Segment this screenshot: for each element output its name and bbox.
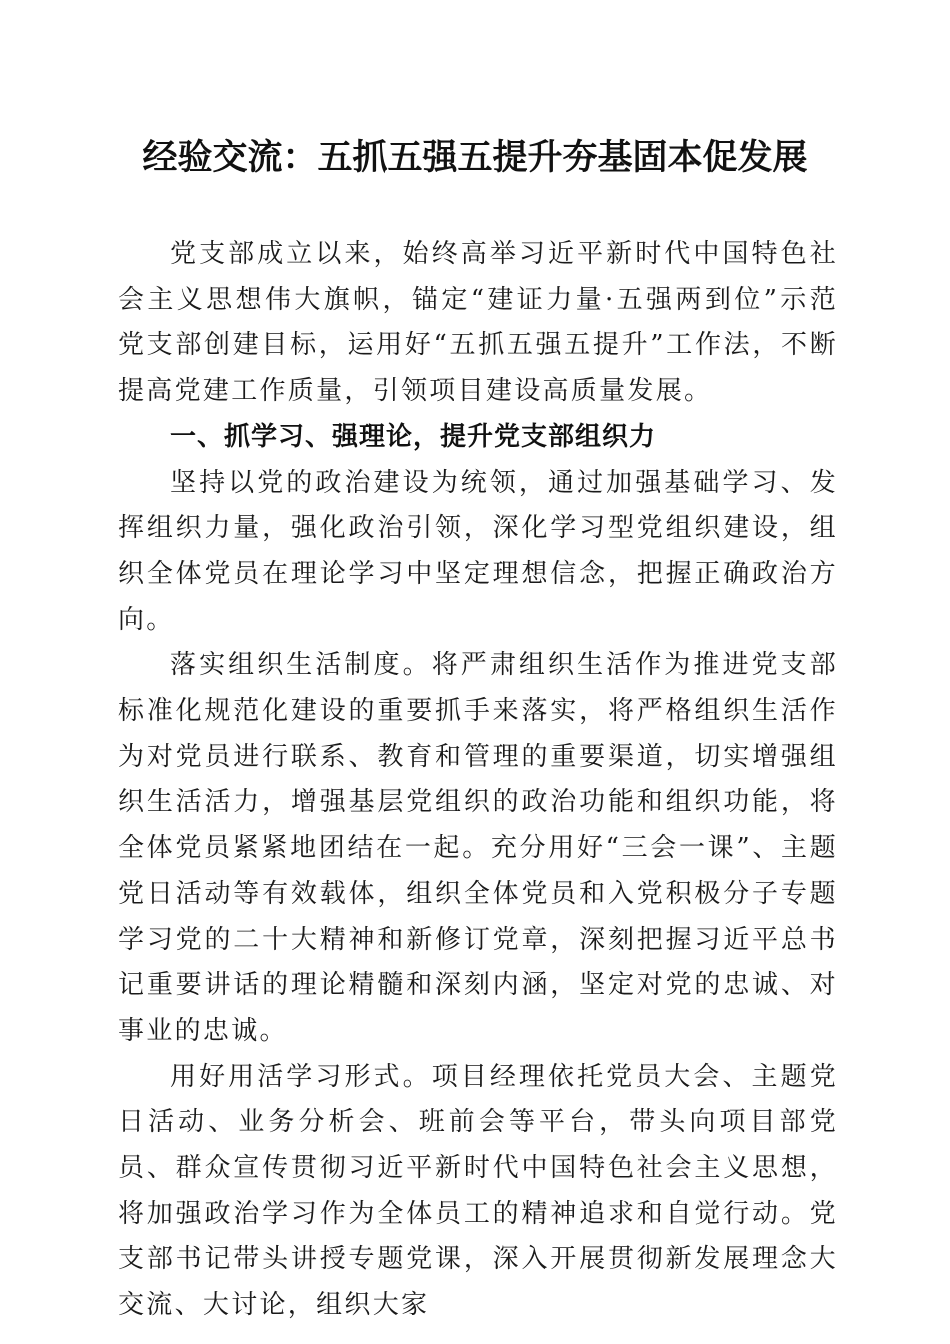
document-body [118, 232, 838, 1329]
organization-life-paragraph: 落实组织生活制度。将严肃组织生活作为推进党支部标准化规范化建设的重要抓手来落实，将严格组织生活作为对党员进行联系、教育和管理的重要渠道，切实增强组织生活活力，增强基层党组织的政治功能和组织功能，将全体党员紧紧地团结在一起。充分用好“三会一课”、主题党日活动等有效载体，组织全体党员和入党积极分子专题学习党的二十大精神和新修订党章，深刻把握习近平总书记重要讲话的理论精髓和深刻内涵，坚定对党的忠诚、对事业的忠诚。 [118, 650, 838, 1046]
intro-paragraph: 党支部成立以来，始终高举习近平新时代中国特色社会主义思想伟大旗帜，锚定“建证力量·五强两到位”示范党支部创建目标，运用好“五抓五强五提升”工作法，不断提高党建工作质量，引领项目建设高质量发展。 [118, 239, 838, 407]
section-heading: 一、抓学习、强理论，提升党支部组织力 [170, 421, 657, 452]
document-title: 经验交流：五抓五强五提升夯基固本促发展 [142, 137, 808, 178]
study-forms-paragraph: 用好用活学习形式。项目经理依托党员大会、主题党日活动、业务分析会、班前会等平台，带头向项目部党员、群众宣传贯彻习近平新时代中国特色社会主义思想，将加强政治学习作为全体员工的精神追求和自觉行动。党支部书记带头讲授专题党课，深入开展贯彻新发展理念大交流、大讨论，组织大家 [118, 1061, 838, 1321]
section-intro-paragraph: 坚持以党的政治建设为统领，通过加强基础学习、发挥组织力量，强化政治引领，深化学习型党组织建设，组织全体党员在理论学习中坚定理想信念，把握正确政治方向。 [118, 467, 838, 635]
